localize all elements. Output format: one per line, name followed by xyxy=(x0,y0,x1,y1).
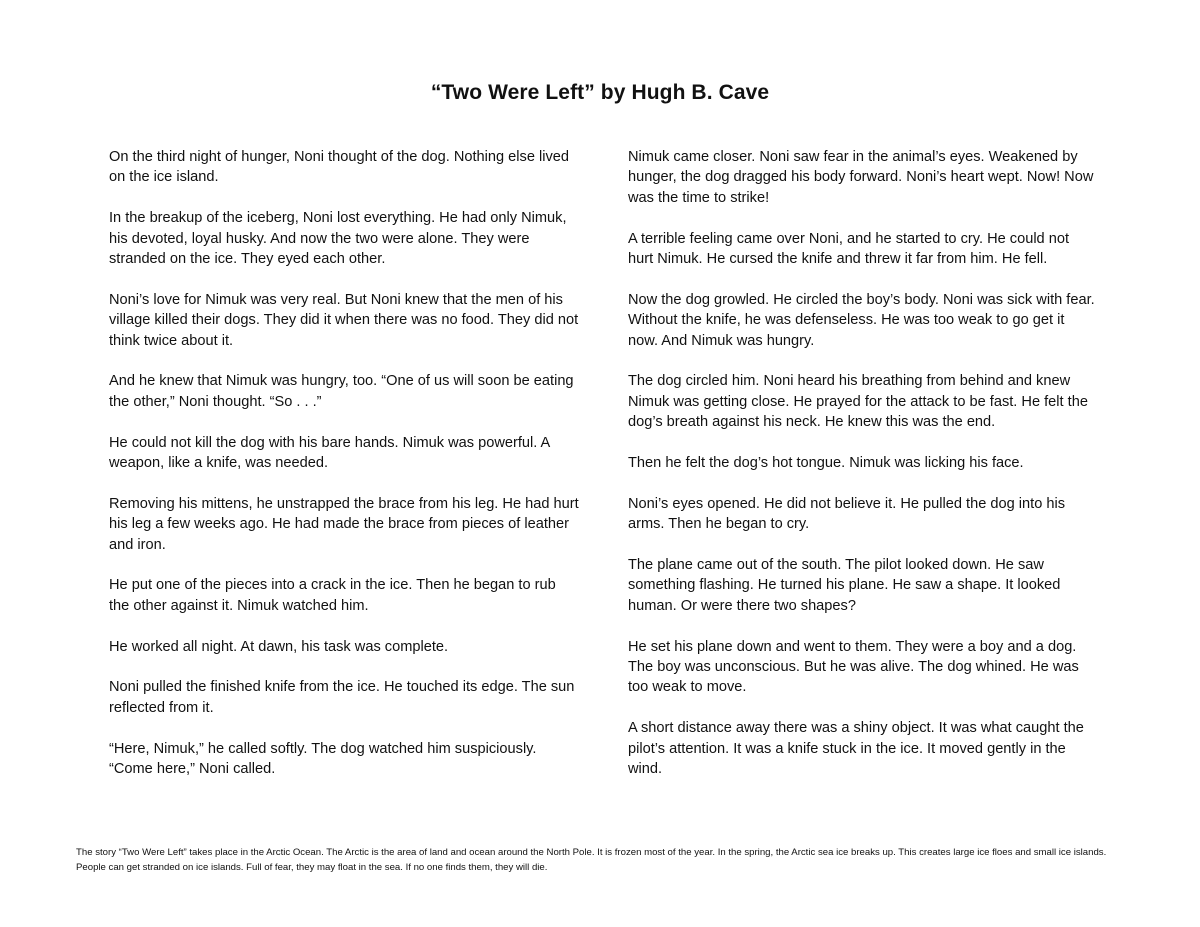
paragraph: In the breakup of the iceberg, Noni lost everything. He had only Nimuk, his devoted, loyal husky. And now the two were alone. They were stranded on the ice. They eyed each other. xyxy=(109,210,567,268)
footnote: The story “Two Were Left” takes place in the Arctic Ocean. The Arctic is the area of land and ocean around the North Pole. It is frozen most of the year. In the spring, the Arctic sea ice breaks up. This creates large ice floes and small ice islands. People can get stranded on ice islands. Full of fear, they may float in the sea. If no one finds them, they will die. xyxy=(76,847,1107,873)
paragraph: Noni’s eyes opened. He did not believe it. He pulled the dog into his arms. Then he began to cry. xyxy=(628,495,1066,533)
paragraph: He worked all night. At dawn, his task was complete. xyxy=(109,638,449,655)
paragraph: He put one of the pieces into a crack in the ice. Then he began to rub the other against it. Nimuk watched him. xyxy=(109,577,556,614)
right-column xyxy=(628,147,1098,800)
paragraph: Noni pulled the finished knife from the ice. He touched its edge. The sun reflected from it. xyxy=(109,679,575,716)
paragraph: Noni’s love for Nimuk was very real. But Noni knew that the men of his village killed their dogs. They did it when there was no food. They did not think twice about it. xyxy=(109,291,579,349)
paragraph: On the third night of hunger, Noni thought of the dog. Nothing else lived on the ice island. xyxy=(109,149,570,186)
paragraph: “Here, Nimuk,” he called softly. The dog watched him suspiciously. “Come here,” Noni called. xyxy=(109,740,537,778)
document-title: “Two Were Left” by Hugh B. Cave xyxy=(430,81,770,104)
paragraph: And he knew that Nimuk was hungry, too. “One of us will soon be eating the other,” Noni thought. “So . . .” xyxy=(109,373,574,410)
paragraph: He could not kill the dog with his bare hands. Nimuk was powerful. A weapon, like a knife, was needed. xyxy=(109,434,550,472)
paragraph: Now the dog growled. He circled the boy’s body. Noni was sick with fear. Without the knife, he was defenseless. He was too weak to go get it now. And Nimuk was hungry. xyxy=(628,291,1095,349)
paragraph: A terrible feeling came over Noni, and he started to cry. He could not hurt Nimuk. He cursed the knife and threw it far from him. He fell. xyxy=(628,230,1070,268)
paragraph: Then he felt the dog’s hot tongue. Nimuk was licking his face. xyxy=(628,455,1024,472)
paragraph: Removing his mittens, he unstrapped the brace from his leg. He had hurt his leg a few weeks ago. He had made the brace from pieces of leather and iron. xyxy=(109,495,579,553)
paragraph: Nimuk came closer. Noni saw fear in the animal’s eyes. Weakened by hunger, the dog dragged his body forward. Noni’s heart wept. Now! Now was the time to strike! xyxy=(628,149,1094,206)
left-column xyxy=(109,147,579,800)
paragraph: The plane came out of the south. The pilot looked down. He saw something flashing. He turned his plane. He saw a shape. It looked human. Or were there two shapes? xyxy=(628,557,1061,614)
paragraph: The dog circled him. Noni heard his breathing from behind and knew Nimuk was getting close. He prayed for the attack to be fast. He felt the dog’s breath against his neck. He knew this was the end. xyxy=(628,373,1088,431)
paragraph: A short distance away there was a shiny object. It was what caught the pilot’s attention. It was a knife stuck in the ice. It moved gently in the wind. xyxy=(628,720,1084,778)
paragraph: He set his plane down and went to them. They were a boy and a dog. The boy was unconscious. But he was alive. The dog whined. He was too weak to move. xyxy=(628,638,1079,696)
